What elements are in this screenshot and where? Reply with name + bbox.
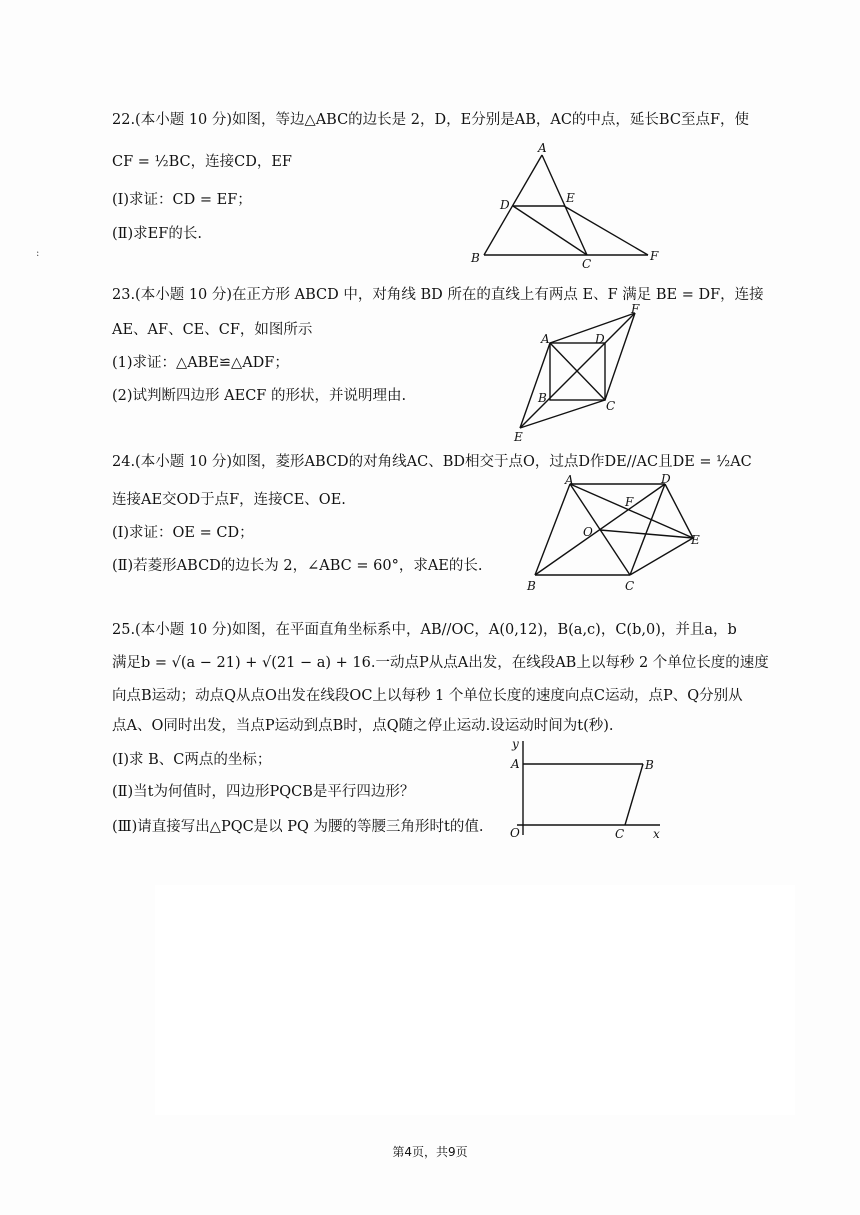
fig25-label-a: A bbox=[511, 757, 520, 771]
fig24-label-e: E bbox=[691, 533, 700, 547]
fig24-label-f: F bbox=[625, 495, 634, 509]
fig23-label-e: E bbox=[514, 430, 523, 444]
p22-line3: (Ⅰ)求证：CD = EF； bbox=[112, 192, 252, 208]
p25-line5: (Ⅰ)求 B、C两点的坐标； bbox=[112, 752, 272, 768]
figure-22-triangle bbox=[460, 140, 670, 270]
p22-line2: CF = ½BC，连接CD，EF bbox=[112, 154, 292, 170]
fig22-label-f: F bbox=[650, 249, 659, 263]
fig23-label-d: D bbox=[595, 332, 605, 346]
fig25-label-x: x bbox=[653, 827, 660, 841]
p23-line2: AE、AF、CE、CF，如图所示 bbox=[112, 322, 313, 338]
p23-line4: (2)试判断四边形 AECF 的形状，并说明理由. bbox=[112, 388, 407, 404]
p25-line6: (Ⅱ)当t为何值时，四边形PQCB是平行四边形？ bbox=[112, 784, 415, 800]
p25-line2: 满足b = √(a − 21) + √(21 − a) + 16.一动点P从点A出发，在线段AB上以每秒 2 个单位长度的速度 bbox=[112, 655, 769, 671]
page-footer: 第4页，共9页 bbox=[392, 1145, 468, 1159]
p25-line7: (Ⅲ)请直接写出△PQC是以 PQ 为腰的等腰三角形时t的值. bbox=[112, 819, 484, 835]
figure-23-square bbox=[505, 303, 650, 448]
fig24-label-b: B bbox=[527, 579, 536, 593]
p22-line1: 22.(本小题 10 分)如图，等边△ABC的边长是 2，D，E分别是AB，AC的中点，延长BC至点F，使 bbox=[112, 112, 749, 128]
fig24-label-d: D bbox=[661, 472, 671, 486]
blank-answer-area bbox=[155, 885, 795, 1115]
fig25-label-o: O bbox=[510, 826, 520, 840]
fig23-label-b: B bbox=[538, 391, 547, 405]
p23-line1: 23.(本小题 10 分)在正方形 ABCD 中，对角线 BD 所在的直线上有两点 E、F 满足 BE = DF，连接 bbox=[112, 287, 764, 303]
fig23-label-f: F bbox=[631, 303, 640, 316]
fig22-label-d: D bbox=[500, 198, 510, 212]
p25-line4: 点A、O同时出发，当点P运动到点B时，点Q随之停止运动.设运动时间为t(秒). bbox=[112, 718, 614, 734]
fig22-label-a: A bbox=[538, 141, 547, 155]
fig22-label-e: E bbox=[566, 191, 575, 205]
fig25-label-b: B bbox=[645, 758, 654, 772]
p22-line4: (Ⅱ)求EF的长. bbox=[112, 226, 202, 242]
p24-line3: (Ⅰ)求证：OE = CD； bbox=[112, 525, 254, 541]
p25-line1: 25.(本小题 10 分)如图，在平面直角坐标系中，AB//OC，A(0,12)，B(a,c)，C(b,0)，并且a，b bbox=[112, 622, 737, 638]
figure-24-rhombus bbox=[515, 470, 710, 595]
fig25-label-c: C bbox=[615, 827, 625, 841]
fig25-label-y: y bbox=[512, 737, 519, 751]
fig22-label-c: C bbox=[582, 257, 592, 270]
fig24-label-o: O bbox=[583, 525, 593, 539]
fig23-label-c: C bbox=[606, 399, 616, 413]
fig22-label-b: B bbox=[471, 251, 480, 265]
margin-mark: : bbox=[36, 248, 40, 259]
p24-line4: (Ⅱ)若菱形ABCD的边长为 2，∠ABC = 60°，求AE的长. bbox=[112, 558, 483, 574]
p23-line3: (1)求证：△ABE≌△ADF； bbox=[112, 355, 289, 371]
fig23-label-a: A bbox=[541, 332, 550, 346]
p25-line3: 向点B运动；动点Q从点O出发在线段OC上以每秒 1 个单位长度的速度向点C运动，点P、Q分别从 bbox=[112, 688, 743, 704]
figure-25-coordinate bbox=[505, 735, 670, 845]
fig24-label-c: C bbox=[625, 579, 635, 593]
fig24-label-a: A bbox=[565, 473, 574, 487]
p24-line2: 连接AE交OD于点F，连接CE、OE. bbox=[112, 492, 346, 508]
p24-line1: 24.(本小题 10 分)如图，菱形ABCD的对角线AC、BD相交于点O，过点D作DE//AC且DE = ½AC bbox=[112, 454, 752, 470]
